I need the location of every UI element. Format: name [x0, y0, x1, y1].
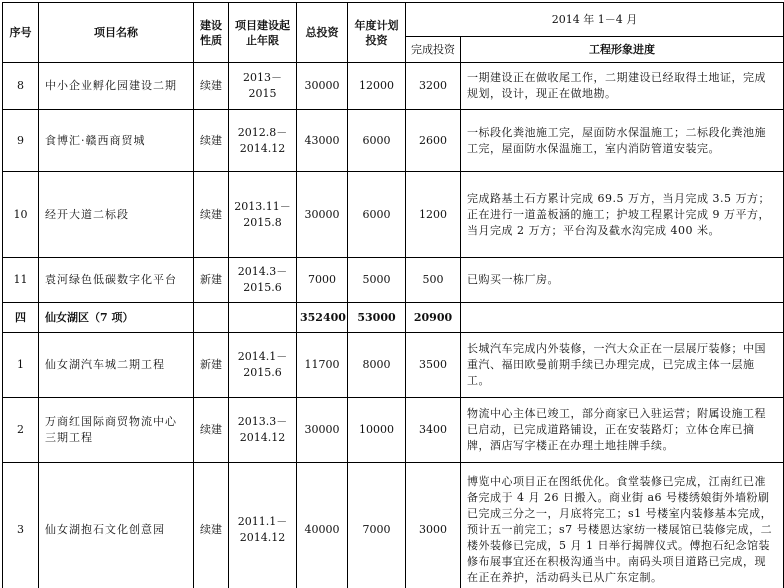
cell-period: 2014.1－2015.6 — [229, 333, 297, 398]
header-progress: 工程形象进度 — [461, 37, 784, 63]
header-period-group: 2014 年 1－4 月 — [406, 3, 784, 37]
cell-total: 30000 — [297, 398, 348, 463]
cell-total: 40000 — [297, 463, 348, 588]
header-seq: 序号 — [3, 3, 39, 63]
cell-name: 中小企业孵化园建设二期 — [39, 63, 194, 110]
cell-total: 7000 — [297, 258, 348, 303]
cell-annual: 5000 — [348, 258, 406, 303]
cell-nature: 续建 — [194, 172, 229, 258]
table-row — [3, 63, 784, 110]
section-nature — [194, 303, 229, 333]
header-name: 项目名称 — [39, 3, 194, 63]
cell-period: 2012.8－2014.12 — [229, 110, 297, 172]
project-table — [2, 2, 784, 588]
cell-period: 2013.3－2014.12 — [229, 398, 297, 463]
cell-nature: 新建 — [194, 333, 229, 398]
cell-name: 仙女湖汽车城二期工程 — [39, 333, 194, 398]
cell-progress: 一期建设正在做收尾工作，二期建设已经取得土地证，完成规划，设计，现正在做地勘。 — [461, 63, 784, 110]
cell-name: 仙女湖抱石文化创意园 — [39, 463, 194, 588]
table-row — [3, 172, 784, 258]
cell-done: 500 — [406, 258, 461, 303]
section-period — [229, 303, 297, 333]
cell-progress: 一标段化粪池施工完，屋面防水保温施工；二标段化粪池施工完，屋面防水保温施工，室内消防管道安装完。 — [461, 110, 784, 172]
cell-annual: 6000 — [348, 172, 406, 258]
cell-total: 30000 — [297, 172, 348, 258]
cell-progress: 博览中心项目正在图纸优化。食堂装修已完成，江南红已准备完成于 4 月 26 日搬入。商业街 a6 号楼绣娘街外墙粉刷已完成三分之一，月底将完工；s1 号楼室内装修基本完成，预计五一前完工；s7 号楼恩达家纺一楼展馆已装修完成，二楼外装修已完成，5 月 1 日举行揭牌仪式。傅抱石纪念馆装修布展事宜还在积极沟通当中。南码头项目道路已完成，现在正在养护，活动码头已从广东定制。 — [461, 463, 784, 588]
cell-nature: 续建 — [194, 110, 229, 172]
cell-progress: 完成路基土石方累计完成 69.5 万方，当月完成 3.5 万方；正在进行一道盖板涵的施工；护坡工程累计完成 9 万平方，当月完成 2 万方；平台沟及截水沟完成 400 米。 — [461, 172, 784, 258]
cell-seq: 11 — [3, 258, 39, 303]
table-row — [3, 258, 784, 303]
section-total: 352400 — [297, 303, 348, 333]
cell-total: 30000 — [297, 63, 348, 110]
cell-period: 2013－2015 — [229, 63, 297, 110]
cell-seq: 2 — [3, 398, 39, 463]
cell-name: 经开大道二标段 — [39, 172, 194, 258]
cell-period: 2013.11－2015.8 — [229, 172, 297, 258]
cell-progress: 物流中心主体已竣工，部分商家已入驻运营；附属设施工程已启动，已完成道路铺设，正在安装路灯；立体仓库已摘牌，酒店写字楼正在办理土地挂牌手续。 — [461, 398, 784, 463]
cell-seq: 9 — [3, 110, 39, 172]
cell-annual: 10000 — [348, 398, 406, 463]
cell-done: 2600 — [406, 110, 461, 172]
cell-annual: 12000 — [348, 63, 406, 110]
cell-progress: 已购买一栋厂房。 — [461, 258, 784, 303]
cell-nature: 新建 — [194, 258, 229, 303]
cell-name: 袁河绿色低碳数字化平台 — [39, 258, 194, 303]
cell-seq: 8 — [3, 63, 39, 110]
table-row — [3, 333, 784, 398]
cell-annual: 7000 — [348, 463, 406, 588]
cell-nature: 续建 — [194, 463, 229, 588]
section-annual: 53000 — [348, 303, 406, 333]
cell-period: 2014.3－2015.6 — [229, 258, 297, 303]
cell-name: 万商红国际商贸物流中心三期工程 — [39, 398, 194, 463]
cell-annual: 6000 — [348, 110, 406, 172]
header-period: 项目建设起止年限 — [229, 3, 297, 63]
section-seq: 四 — [3, 303, 39, 333]
table-row — [3, 398, 784, 463]
cell-period: 2011.1－2014.12 — [229, 463, 297, 588]
header-nature: 建设性质 — [194, 3, 229, 63]
table-row — [3, 110, 784, 172]
cell-name: 食博汇·赣西商贸城 — [39, 110, 194, 172]
cell-total: 43000 — [297, 110, 348, 172]
cell-total: 11700 — [297, 333, 348, 398]
cell-done: 3400 — [406, 398, 461, 463]
cell-done: 1200 — [406, 172, 461, 258]
section-row — [3, 303, 784, 333]
header-row-1 — [3, 3, 784, 37]
section-done: 20900 — [406, 303, 461, 333]
cell-progress: 长城汽车完成内外装修，一汽大众正在一层展厅装修；中国重汽、福田欧曼前期手续已办理完成，已完成主体一层施工。 — [461, 333, 784, 398]
cell-done: 3000 — [406, 463, 461, 588]
cell-seq: 1 — [3, 333, 39, 398]
table-row — [3, 463, 784, 588]
header-total: 总投资 — [297, 3, 348, 63]
cell-done: 3500 — [406, 333, 461, 398]
cell-done: 3200 — [406, 63, 461, 110]
section-name: 仙女湖区（7 项） — [39, 303, 194, 333]
cell-nature: 续建 — [194, 398, 229, 463]
section-progress — [461, 303, 784, 333]
cell-annual: 8000 — [348, 333, 406, 398]
header-done: 完成投资 — [406, 37, 461, 63]
cell-seq: 10 — [3, 172, 39, 258]
cell-seq: 3 — [3, 463, 39, 588]
header-annual: 年度计划投资 — [348, 3, 406, 63]
cell-nature: 续建 — [194, 63, 229, 110]
